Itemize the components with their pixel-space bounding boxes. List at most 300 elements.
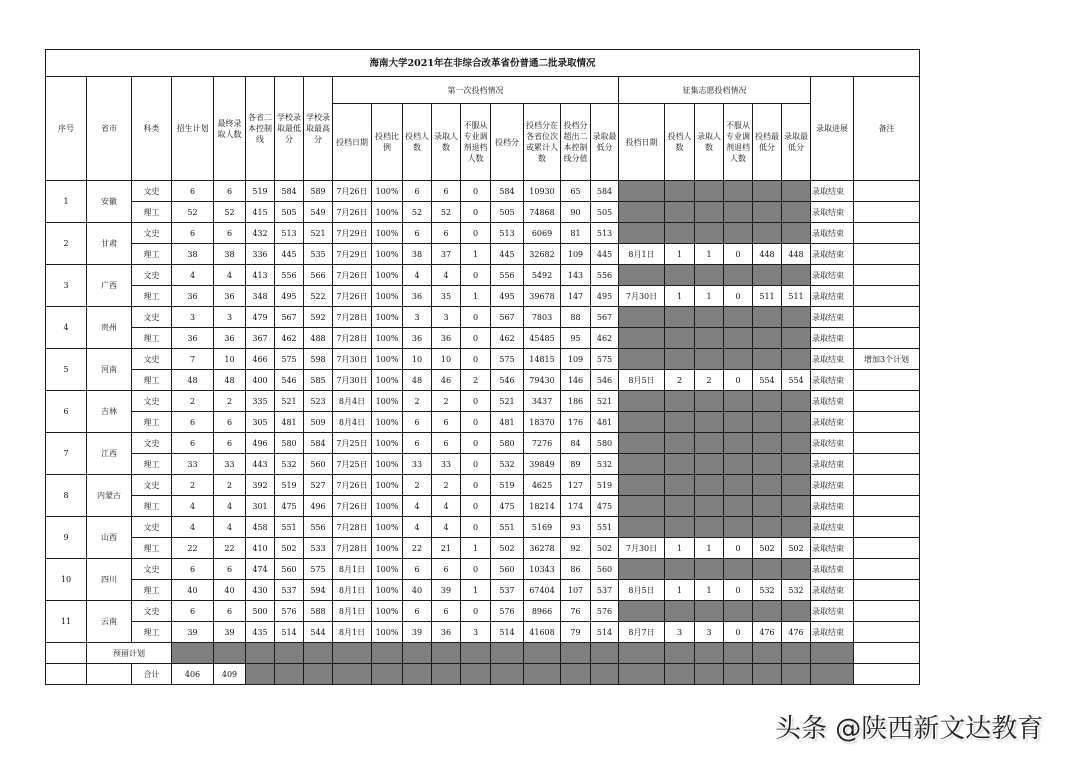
solicit-empty-cell xyxy=(619,265,665,286)
solicit-empty-cell xyxy=(782,559,811,580)
total-plan-cell: 406 xyxy=(172,664,214,685)
header-remark: 备注 xyxy=(854,77,920,181)
first-round-cell: 67404 xyxy=(524,580,561,601)
solicit-empty-cell xyxy=(782,601,811,622)
seq-cell: 5 xyxy=(46,349,87,391)
seq-cell: 10 xyxy=(46,559,87,601)
solicit-empty-cell xyxy=(695,181,724,202)
solicit-empty-cell xyxy=(782,307,811,328)
subject-cell: 理工 xyxy=(132,244,172,265)
plan-cell: 4 xyxy=(172,496,214,517)
solicit-empty-cell xyxy=(782,181,811,202)
subject-cell: 理工 xyxy=(132,454,172,475)
control-line-cell: 430 xyxy=(246,580,275,601)
solicit-empty-cell xyxy=(724,181,753,202)
first-round-cell: 10 xyxy=(403,349,432,370)
final-admitted-cell: 33 xyxy=(214,454,246,475)
final-admitted-cell: 6 xyxy=(214,223,246,244)
final-admitted-cell: 6 xyxy=(214,559,246,580)
first-round-cell: 0 xyxy=(461,328,491,349)
plan-cell: 22 xyxy=(172,538,214,559)
first-round-cell: 6069 xyxy=(524,223,561,244)
first-round-cell: 0 xyxy=(461,181,491,202)
solicit-empty-cell xyxy=(753,601,782,622)
solicit-empty-cell xyxy=(695,223,724,244)
first-round-cell: 81 xyxy=(561,223,591,244)
first-round-cell: 532 xyxy=(591,454,619,475)
school-min-cell: 481 xyxy=(275,412,304,433)
first-round-cell: 481 xyxy=(491,412,524,433)
control-line-cell: 519 xyxy=(246,181,275,202)
first-round-cell: 6 xyxy=(403,181,432,202)
first-round-cell: 39849 xyxy=(524,454,561,475)
first-round-cell: 10 xyxy=(432,349,461,370)
first-round-cell: 93 xyxy=(561,517,591,538)
reserve-empty-cell xyxy=(619,643,665,664)
header-final-admitted: 最终录取人数 xyxy=(214,77,246,181)
solicit-empty-cell xyxy=(753,454,782,475)
first-round-cell: 0 xyxy=(461,202,491,223)
first-round-cell: 7月30日 xyxy=(333,349,372,370)
first-round-cell: 6 xyxy=(403,433,432,454)
reserve-empty-cell xyxy=(695,643,724,664)
progress-cell: 录取结束 xyxy=(811,328,854,349)
first-round-cell: 7月26日 xyxy=(333,265,372,286)
solicit-empty-cell xyxy=(695,307,724,328)
plan-cell: 2 xyxy=(172,475,214,496)
final-admitted-cell: 6 xyxy=(214,412,246,433)
control-line-cell: 367 xyxy=(246,328,275,349)
school-max-cell: 594 xyxy=(304,580,333,601)
solicit-empty-cell xyxy=(724,517,753,538)
control-line-cell: 301 xyxy=(246,496,275,517)
remark-cell xyxy=(854,265,920,286)
table-row xyxy=(46,412,920,433)
remark-cell xyxy=(854,496,920,517)
seq-cell: 7 xyxy=(46,433,87,475)
solicit-empty-cell xyxy=(753,307,782,328)
first-round-cell: 551 xyxy=(591,517,619,538)
school-max-cell: 560 xyxy=(304,454,333,475)
province-cell: 吉林 xyxy=(87,391,132,433)
first-round-cell: 0 xyxy=(461,496,491,517)
solicit-empty-cell xyxy=(724,265,753,286)
solicit-cell: 1 xyxy=(695,538,724,559)
first-round-cell: 4 xyxy=(432,517,461,538)
reserve-empty-cell xyxy=(403,643,432,664)
first-round-cell: 0 xyxy=(461,454,491,475)
solicit-empty-cell xyxy=(724,391,753,412)
first-round-cell: 2 xyxy=(461,370,491,391)
first-round-cell: 2 xyxy=(432,475,461,496)
solicit-empty-cell xyxy=(724,496,753,517)
first-round-cell: 100% xyxy=(372,517,403,538)
subject-cell: 理工 xyxy=(132,538,172,559)
first-round-cell: 502 xyxy=(591,538,619,559)
school-max-cell: 598 xyxy=(304,349,333,370)
final-admitted-cell: 36 xyxy=(214,328,246,349)
first-round-cell: 580 xyxy=(491,433,524,454)
first-round-cell: 0 xyxy=(461,265,491,286)
school-max-cell: 527 xyxy=(304,475,333,496)
plan-cell: 7 xyxy=(172,349,214,370)
solicit-empty-cell xyxy=(695,475,724,496)
table-row xyxy=(46,517,920,538)
solicit-empty-cell xyxy=(619,601,665,622)
remark-cell xyxy=(854,454,920,475)
first-round-cell: 45485 xyxy=(524,328,561,349)
total-empty-cell xyxy=(561,664,591,685)
header-solicit-col: 投档日期 xyxy=(619,104,665,181)
header-first-col: 投档分超出二本控制线分值 xyxy=(561,104,591,181)
control-line-cell: 458 xyxy=(246,517,275,538)
first-round-cell: 8月4日 xyxy=(333,412,372,433)
table-row xyxy=(46,454,920,475)
school-min-cell: 567 xyxy=(275,307,304,328)
solicit-cell: 3 xyxy=(695,622,724,643)
school-min-cell: 537 xyxy=(275,580,304,601)
first-round-cell: 10930 xyxy=(524,181,561,202)
remark-cell xyxy=(854,307,920,328)
solicit-empty-cell xyxy=(753,223,782,244)
header-first-col: 录取人数 xyxy=(432,104,461,181)
total-empty-cell xyxy=(665,664,695,685)
school-max-cell: 521 xyxy=(304,223,333,244)
solicit-empty-cell xyxy=(665,601,695,622)
solicit-cell: 1 xyxy=(665,286,695,307)
school-min-cell: 519 xyxy=(275,475,304,496)
reserve-empty-cell xyxy=(561,643,591,664)
first-round-cell: 100% xyxy=(372,580,403,601)
solicit-empty-cell xyxy=(753,433,782,454)
table-row xyxy=(46,265,920,286)
subject-cell: 文史 xyxy=(132,517,172,538)
solicit-empty-cell xyxy=(665,433,695,454)
solicit-cell: 8月7日 xyxy=(619,622,665,643)
first-round-cell: 39 xyxy=(403,622,432,643)
progress-cell: 录取结束 xyxy=(811,244,854,265)
solicit-empty-cell xyxy=(695,391,724,412)
solicit-empty-cell xyxy=(619,475,665,496)
solicit-cell: 0 xyxy=(724,370,753,391)
header-first-col: 投档比例 xyxy=(372,104,403,181)
first-round-cell: 143 xyxy=(561,265,591,286)
header-subject: 科类 xyxy=(132,77,172,181)
first-round-cell: 505 xyxy=(491,202,524,223)
school-min-cell: 576 xyxy=(275,601,304,622)
first-round-cell: 107 xyxy=(561,580,591,601)
remark-cell xyxy=(854,517,920,538)
table-row xyxy=(46,328,920,349)
total-empty-cell xyxy=(333,664,372,685)
first-round-cell: 7月29日 xyxy=(333,223,372,244)
total-empty-cell xyxy=(461,664,491,685)
total-empty-cell xyxy=(304,664,333,685)
seq-cell: 4 xyxy=(46,307,87,349)
reserve-empty-cell xyxy=(275,643,304,664)
reserve-row xyxy=(46,643,920,664)
first-round-cell: 445 xyxy=(591,244,619,265)
first-round-cell: 40 xyxy=(403,580,432,601)
plan-cell: 6 xyxy=(172,433,214,454)
first-round-cell: 7月25日 xyxy=(333,454,372,475)
total-empty-cell xyxy=(695,664,724,685)
header-school-max: 学校录取最高分 xyxy=(304,77,333,181)
solicit-empty-cell xyxy=(753,181,782,202)
plan-cell: 52 xyxy=(172,202,214,223)
progress-cell: 录取结束 xyxy=(811,412,854,433)
solicit-empty-cell xyxy=(619,307,665,328)
header-seq: 序号 xyxy=(46,77,87,181)
solicit-cell: 8月5日 xyxy=(619,370,665,391)
plan-cell: 6 xyxy=(172,181,214,202)
final-admitted-cell: 3 xyxy=(214,307,246,328)
solicit-cell: 1 xyxy=(665,580,695,601)
first-round-cell: 0 xyxy=(461,391,491,412)
first-round-cell: 8月1日 xyxy=(333,559,372,580)
solicit-cell: 8月1日 xyxy=(619,244,665,265)
first-round-cell: 100% xyxy=(372,370,403,391)
first-round-cell: 4 xyxy=(403,265,432,286)
plan-cell: 2 xyxy=(172,391,214,412)
header-solicit-col: 录取最低分 xyxy=(782,104,811,181)
plan-cell: 40 xyxy=(172,580,214,601)
province-cell: 贵州 xyxy=(87,307,132,349)
progress-cell: 录取结束 xyxy=(811,265,854,286)
total-province-cell xyxy=(87,664,132,685)
final-admitted-cell: 4 xyxy=(214,517,246,538)
province-cell: 甘肃 xyxy=(87,223,132,265)
first-round-cell: 100% xyxy=(372,601,403,622)
reserve-empty-cell xyxy=(214,643,246,664)
first-round-cell: 109 xyxy=(561,244,591,265)
first-round-cell: 7月28日 xyxy=(333,307,372,328)
solicit-empty-cell xyxy=(782,265,811,286)
first-round-cell: 462 xyxy=(491,328,524,349)
subject-cell: 理工 xyxy=(132,622,172,643)
first-round-cell: 41608 xyxy=(524,622,561,643)
first-round-cell: 100% xyxy=(372,181,403,202)
final-admitted-cell: 4 xyxy=(214,265,246,286)
reserve-seq-cell xyxy=(46,643,87,664)
school-min-cell: 580 xyxy=(275,433,304,454)
first-round-cell: 576 xyxy=(591,601,619,622)
solicit-empty-cell xyxy=(665,328,695,349)
first-round-cell: 6 xyxy=(403,223,432,244)
subject-cell: 文史 xyxy=(132,433,172,454)
seq-cell: 2 xyxy=(46,223,87,265)
final-admitted-cell: 2 xyxy=(214,475,246,496)
first-round-cell: 7月28日 xyxy=(333,517,372,538)
subject-cell: 理工 xyxy=(132,370,172,391)
first-round-cell: 6 xyxy=(403,601,432,622)
plan-cell: 33 xyxy=(172,454,214,475)
subject-cell: 文史 xyxy=(132,559,172,580)
control-line-cell: 432 xyxy=(246,223,275,244)
school-max-cell: 522 xyxy=(304,286,333,307)
header-progress: 录取进展 xyxy=(811,77,854,181)
control-line-cell: 335 xyxy=(246,391,275,412)
solicit-empty-cell xyxy=(665,412,695,433)
table-row xyxy=(46,538,920,559)
first-round-cell: 79 xyxy=(561,622,591,643)
table-row xyxy=(46,244,920,265)
solicit-empty-cell xyxy=(724,559,753,580)
solicit-empty-cell xyxy=(695,517,724,538)
school-min-cell: 505 xyxy=(275,202,304,223)
province-cell: 安徽 xyxy=(87,181,132,223)
first-round-cell: 4625 xyxy=(524,475,561,496)
solicit-cell: 532 xyxy=(753,580,782,601)
solicit-empty-cell xyxy=(782,475,811,496)
solicit-cell: 476 xyxy=(782,622,811,643)
first-round-cell: 546 xyxy=(591,370,619,391)
reserve-label-cell: 预留计划 xyxy=(87,643,172,664)
solicit-empty-cell xyxy=(782,223,811,244)
first-round-cell: 37 xyxy=(432,244,461,265)
first-round-cell: 556 xyxy=(591,265,619,286)
first-round-cell: 4 xyxy=(432,496,461,517)
progress-cell: 录取结束 xyxy=(811,349,854,370)
first-round-cell: 0 xyxy=(461,559,491,580)
solicit-empty-cell xyxy=(724,412,753,433)
first-round-cell: 5492 xyxy=(524,265,561,286)
first-round-cell: 7月26日 xyxy=(333,286,372,307)
remark-cell xyxy=(854,580,920,601)
solicit-cell: 1 xyxy=(695,580,724,601)
reserve-empty-cell xyxy=(524,643,561,664)
solicit-cell: 8月5日 xyxy=(619,580,665,601)
control-line-cell: 435 xyxy=(246,622,275,643)
solicit-empty-cell xyxy=(619,433,665,454)
first-round-cell: 551 xyxy=(491,517,524,538)
first-round-cell: 7276 xyxy=(524,433,561,454)
first-round-cell: 0 xyxy=(461,223,491,244)
solicit-empty-cell xyxy=(619,349,665,370)
first-round-cell: 537 xyxy=(591,580,619,601)
school-max-cell: 592 xyxy=(304,307,333,328)
first-round-cell: 88 xyxy=(561,307,591,328)
first-round-cell: 519 xyxy=(591,475,619,496)
first-round-cell: 46 xyxy=(432,370,461,391)
final-admitted-cell: 6 xyxy=(214,601,246,622)
first-round-cell: 7月26日 xyxy=(333,496,372,517)
solicit-empty-cell xyxy=(782,349,811,370)
solicit-cell: 0 xyxy=(724,580,753,601)
first-round-cell: 7月25日 xyxy=(333,433,372,454)
table-row xyxy=(46,181,920,202)
first-round-cell: 514 xyxy=(591,622,619,643)
total-empty-cell xyxy=(619,664,665,685)
subject-cell: 理工 xyxy=(132,328,172,349)
solicit-empty-cell xyxy=(695,349,724,370)
first-round-cell: 3 xyxy=(403,307,432,328)
header-plan: 招生计划 xyxy=(172,77,214,181)
first-round-cell: 521 xyxy=(491,391,524,412)
first-round-cell: 100% xyxy=(372,307,403,328)
school-max-cell: 535 xyxy=(304,244,333,265)
first-round-cell: 89 xyxy=(561,454,591,475)
first-round-cell: 576 xyxy=(491,601,524,622)
plan-cell: 4 xyxy=(172,265,214,286)
solicit-empty-cell xyxy=(753,391,782,412)
solicit-empty-cell xyxy=(665,202,695,223)
solicit-empty-cell xyxy=(724,349,753,370)
progress-cell: 录取结束 xyxy=(811,181,854,202)
remark-cell xyxy=(854,223,920,244)
seq-cell: 6 xyxy=(46,391,87,433)
reserve-empty-cell xyxy=(432,643,461,664)
first-round-cell: 495 xyxy=(491,286,524,307)
first-round-cell: 6 xyxy=(403,412,432,433)
remark-cell xyxy=(854,202,920,223)
first-round-cell: 36278 xyxy=(524,538,561,559)
solicit-empty-cell xyxy=(724,433,753,454)
first-round-cell: 176 xyxy=(561,412,591,433)
first-round-cell: 532 xyxy=(491,454,524,475)
total-final-cell: 409 xyxy=(214,664,246,685)
solicit-empty-cell xyxy=(665,307,695,328)
solicit-empty-cell xyxy=(619,202,665,223)
header-first-col: 不服从专业调剂退档人数 xyxy=(461,104,491,181)
school-min-cell: 532 xyxy=(275,454,304,475)
first-round-cell: 1 xyxy=(461,244,491,265)
first-round-cell: 567 xyxy=(591,307,619,328)
progress-cell: 录取结束 xyxy=(811,538,854,559)
reserve-empty-cell xyxy=(782,643,811,664)
solicit-cell: 502 xyxy=(753,538,782,559)
table-row xyxy=(46,202,920,223)
solicit-empty-cell xyxy=(665,475,695,496)
first-round-cell: 52 xyxy=(403,202,432,223)
final-admitted-cell: 52 xyxy=(214,202,246,223)
reserve-empty-cell xyxy=(491,643,524,664)
table-row xyxy=(46,580,920,601)
first-round-cell: 36 xyxy=(432,622,461,643)
school-max-cell: 585 xyxy=(304,370,333,391)
total-empty-cell xyxy=(753,664,782,685)
solicit-cell: 554 xyxy=(753,370,782,391)
solicit-cell: 1 xyxy=(665,244,695,265)
first-round-cell: 3437 xyxy=(524,391,561,412)
first-round-cell: 6 xyxy=(432,601,461,622)
solicit-empty-cell xyxy=(695,433,724,454)
solicit-cell: 502 xyxy=(782,538,811,559)
first-round-cell: 32682 xyxy=(524,244,561,265)
school-min-cell: 495 xyxy=(275,286,304,307)
total-empty-cell xyxy=(491,664,524,685)
final-admitted-cell: 10 xyxy=(214,349,246,370)
first-round-cell: 514 xyxy=(491,622,524,643)
first-round-cell: 52 xyxy=(432,202,461,223)
control-line-cell: 305 xyxy=(246,412,275,433)
solicit-empty-cell xyxy=(619,412,665,433)
first-round-cell: 584 xyxy=(491,181,524,202)
progress-cell: 录取结束 xyxy=(811,202,854,223)
solicit-empty-cell xyxy=(782,391,811,412)
first-round-cell: 0 xyxy=(461,349,491,370)
solicit-empty-cell xyxy=(665,223,695,244)
total-empty-cell xyxy=(524,664,561,685)
control-line-cell: 496 xyxy=(246,433,275,454)
first-round-cell: 79430 xyxy=(524,370,561,391)
solicit-cell: 0 xyxy=(724,538,753,559)
solicit-empty-cell xyxy=(695,496,724,517)
first-round-cell: 6 xyxy=(432,559,461,580)
plan-cell: 6 xyxy=(172,601,214,622)
school-min-cell: 521 xyxy=(275,391,304,412)
first-round-cell: 560 xyxy=(491,559,524,580)
